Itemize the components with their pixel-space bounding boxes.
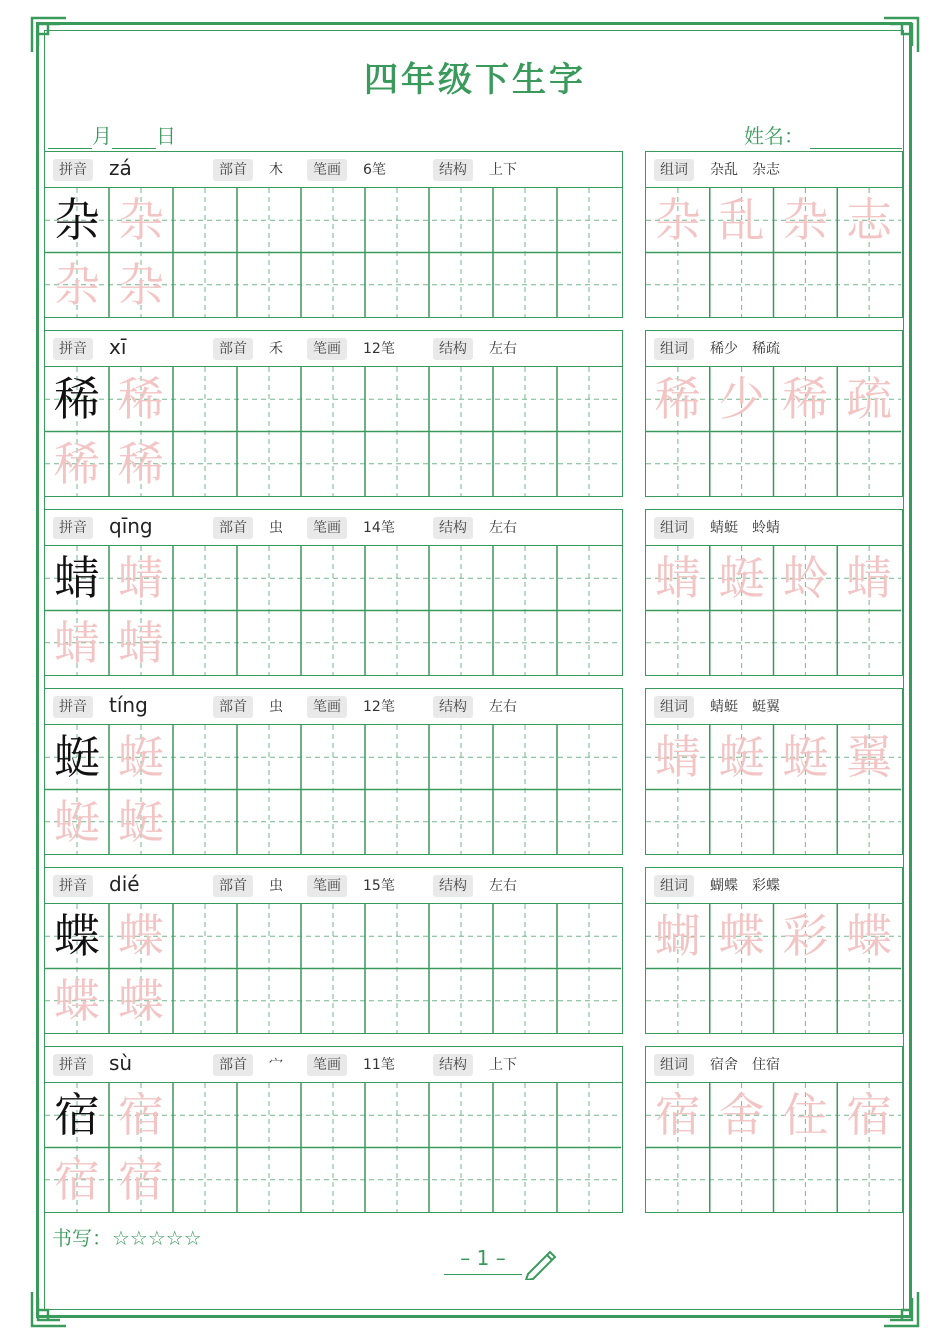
radical-tag: 部首 bbox=[213, 338, 253, 360]
words-tag: 组词 bbox=[654, 696, 694, 718]
structure-tag: 结构 bbox=[433, 338, 473, 360]
words-tag: 组词 bbox=[654, 338, 694, 360]
structure-value: 左右 bbox=[489, 878, 517, 894]
corner-ornament-icon bbox=[882, 16, 920, 54]
structure-value: 左右 bbox=[489, 341, 517, 357]
trace-character: 稀 bbox=[118, 372, 164, 426]
strokes-value: 12笔 bbox=[363, 341, 395, 357]
corner-ornament-icon bbox=[30, 16, 68, 54]
strokes-tag: 笔画 bbox=[307, 875, 347, 897]
structure-tag: 结构 bbox=[433, 517, 473, 539]
pinyin-value: dié bbox=[109, 872, 140, 896]
radical-value: 木 bbox=[269, 162, 283, 178]
character-card bbox=[44, 1046, 623, 1213]
page-title: 四年级下生字 bbox=[364, 60, 586, 100]
word-trace-character: 杂 bbox=[782, 193, 829, 247]
words-tag: 组词 bbox=[654, 517, 694, 539]
info-bar bbox=[45, 152, 622, 188]
radical-value: 虫 bbox=[269, 520, 283, 536]
word-trace-character: 稀 bbox=[782, 372, 829, 426]
words-value: 蜻蜓 蛉蜻 bbox=[710, 520, 780, 536]
trace-character: 稀 bbox=[118, 436, 164, 491]
radical-value: 禾 bbox=[269, 341, 283, 357]
pinyin-tag: 拼音 bbox=[53, 696, 93, 718]
words-card bbox=[645, 688, 903, 855]
word-trace-character: 蛉 bbox=[782, 551, 829, 605]
radical-tag: 部首 bbox=[213, 875, 253, 897]
words-tag: 组词 bbox=[654, 1054, 694, 1076]
model-character: 蜓 bbox=[54, 730, 100, 784]
page-number: – 1 – bbox=[444, 1246, 522, 1275]
word-trace-character: 蜓 bbox=[782, 730, 829, 784]
corner-ornament-icon bbox=[882, 1290, 920, 1328]
word-trace-character: 稀 bbox=[654, 372, 701, 426]
trace-character: 宿 bbox=[54, 1152, 100, 1207]
word-trace-character: 疏 bbox=[846, 372, 893, 426]
model-character: 蝶 bbox=[54, 909, 100, 963]
word-trace-character: 蝶 bbox=[718, 909, 765, 963]
trace-character: 蜻 bbox=[54, 615, 100, 670]
word-trace-character: 蜻 bbox=[654, 730, 701, 784]
words-value: 杂乱 杂志 bbox=[710, 162, 780, 178]
info-bar bbox=[45, 868, 622, 904]
structure-value: 上下 bbox=[489, 1057, 517, 1073]
word-trace-character: 彩 bbox=[782, 909, 829, 963]
trace-character: 蜻 bbox=[118, 615, 164, 670]
structure-tag: 结构 bbox=[433, 1054, 473, 1076]
strokes-value: 11笔 bbox=[363, 1057, 395, 1073]
word-trace-character: 蜻 bbox=[654, 551, 701, 605]
month-blank[interactable] bbox=[48, 130, 92, 149]
character-card bbox=[44, 867, 623, 1034]
character-card bbox=[44, 688, 623, 855]
radical-tag: 部首 bbox=[213, 159, 253, 181]
info-bar bbox=[45, 1047, 622, 1083]
words-bar bbox=[646, 510, 902, 546]
word-trace-character: 杂 bbox=[654, 193, 701, 247]
word-trace-character: 住 bbox=[782, 1088, 829, 1142]
words-tag: 组词 bbox=[654, 875, 694, 897]
radical-value: 虫 bbox=[269, 878, 283, 894]
trace-character: 宿 bbox=[118, 1088, 164, 1142]
radical-value: 宀 bbox=[269, 1057, 283, 1073]
words-value: 宿舍 住宿 bbox=[710, 1057, 780, 1073]
pinyin-value: tíng bbox=[109, 693, 148, 717]
words-value: 蝴蝶 彩蝶 bbox=[710, 878, 780, 894]
word-trace-character: 宿 bbox=[654, 1088, 701, 1142]
word-trace-character: 蝶 bbox=[846, 909, 893, 963]
model-character: 宿 bbox=[54, 1088, 100, 1142]
pinyin-value: qīng bbox=[109, 514, 153, 538]
word-trace-character: 乱 bbox=[718, 193, 765, 247]
trace-character: 杂 bbox=[54, 257, 100, 312]
structure-tag: 结构 bbox=[433, 696, 473, 718]
words-value: 蜻蜓 蜓翼 bbox=[710, 699, 780, 715]
trace-character: 蜓 bbox=[118, 794, 164, 849]
name-field[interactable] bbox=[744, 120, 902, 149]
day-label: 日 bbox=[156, 124, 176, 148]
radical-tag: 部首 bbox=[213, 517, 253, 539]
month-label: 月 bbox=[92, 124, 112, 148]
trace-character: 蜻 bbox=[118, 551, 164, 605]
words-bar bbox=[646, 868, 902, 904]
strokes-tag: 笔画 bbox=[307, 517, 347, 539]
name-blank[interactable] bbox=[810, 128, 902, 149]
words-card bbox=[645, 867, 903, 1034]
words-bar bbox=[646, 689, 902, 725]
date-field[interactable] bbox=[48, 120, 176, 149]
trace-character: 蜓 bbox=[118, 730, 164, 784]
trace-character: 杂 bbox=[118, 257, 164, 312]
trace-character: 杂 bbox=[118, 193, 164, 247]
pinyin-tag: 拼音 bbox=[53, 517, 93, 539]
structure-value: 左右 bbox=[489, 699, 517, 715]
words-value: 稀少 稀疏 bbox=[710, 341, 780, 357]
pinyin-value: sù bbox=[109, 1051, 133, 1075]
word-trace-character: 蜻 bbox=[846, 551, 893, 605]
pen-icon bbox=[520, 1246, 560, 1280]
info-bar bbox=[45, 510, 622, 546]
words-card bbox=[645, 330, 903, 497]
trace-character: 蝶 bbox=[118, 973, 164, 1028]
strokes-tag: 笔画 bbox=[307, 1054, 347, 1076]
radical-value: 虫 bbox=[269, 699, 283, 715]
pinyin-value: zá bbox=[109, 156, 132, 180]
trace-character: 蝶 bbox=[54, 973, 100, 1028]
words-bar bbox=[646, 152, 902, 188]
word-trace-character: 舍 bbox=[718, 1088, 765, 1142]
structure-value: 左右 bbox=[489, 520, 517, 536]
pinyin-tag: 拼音 bbox=[53, 875, 93, 897]
strokes-tag: 笔画 bbox=[307, 159, 347, 181]
word-trace-character: 翼 bbox=[846, 730, 893, 784]
character-card bbox=[44, 151, 623, 318]
words-tag: 组词 bbox=[654, 159, 694, 181]
word-trace-character: 宿 bbox=[846, 1088, 893, 1142]
character-card bbox=[44, 330, 623, 497]
info-bar bbox=[45, 689, 622, 725]
pinyin-tag: 拼音 bbox=[53, 338, 93, 360]
words-card bbox=[645, 1046, 903, 1213]
strokes-value: 12笔 bbox=[363, 699, 395, 715]
model-character: 稀 bbox=[54, 372, 100, 426]
radical-tag: 部首 bbox=[213, 696, 253, 718]
strokes-value: 15笔 bbox=[363, 878, 395, 894]
structure-tag: 结构 bbox=[433, 159, 473, 181]
words-card bbox=[645, 509, 903, 676]
words-card bbox=[645, 151, 903, 318]
word-trace-character: 蝴 bbox=[654, 909, 701, 963]
info-bar bbox=[45, 331, 622, 367]
trace-character: 稀 bbox=[54, 436, 100, 491]
character-card bbox=[44, 509, 623, 676]
word-trace-character: 志 bbox=[846, 193, 893, 247]
strokes-tag: 笔画 bbox=[307, 338, 347, 360]
word-trace-character: 蜓 bbox=[718, 551, 765, 605]
model-character: 杂 bbox=[54, 193, 100, 247]
strokes-tag: 笔画 bbox=[307, 696, 347, 718]
day-blank[interactable] bbox=[112, 130, 156, 149]
strokes-value: 14笔 bbox=[363, 520, 395, 536]
name-label: 姓名： bbox=[744, 124, 804, 148]
words-bar bbox=[646, 331, 902, 367]
rating: 书写：☆☆☆☆☆ bbox=[52, 1226, 202, 1250]
trace-character: 蜓 bbox=[54, 794, 100, 849]
corner-ornament-icon bbox=[30, 1290, 68, 1328]
structure-value: 上下 bbox=[489, 162, 517, 178]
pinyin-tag: 拼音 bbox=[53, 159, 93, 181]
trace-character: 宿 bbox=[118, 1152, 164, 1207]
model-character: 蜻 bbox=[54, 551, 100, 605]
trace-character: 蝶 bbox=[118, 909, 164, 963]
pinyin-value: xī bbox=[109, 335, 127, 359]
pinyin-tag: 拼音 bbox=[53, 1054, 93, 1076]
radical-tag: 部首 bbox=[213, 1054, 253, 1076]
strokes-value: 6笔 bbox=[363, 162, 386, 178]
structure-tag: 结构 bbox=[433, 875, 473, 897]
word-trace-character: 蜓 bbox=[718, 730, 765, 784]
words-bar bbox=[646, 1047, 902, 1083]
word-trace-character: 少 bbox=[718, 372, 765, 426]
